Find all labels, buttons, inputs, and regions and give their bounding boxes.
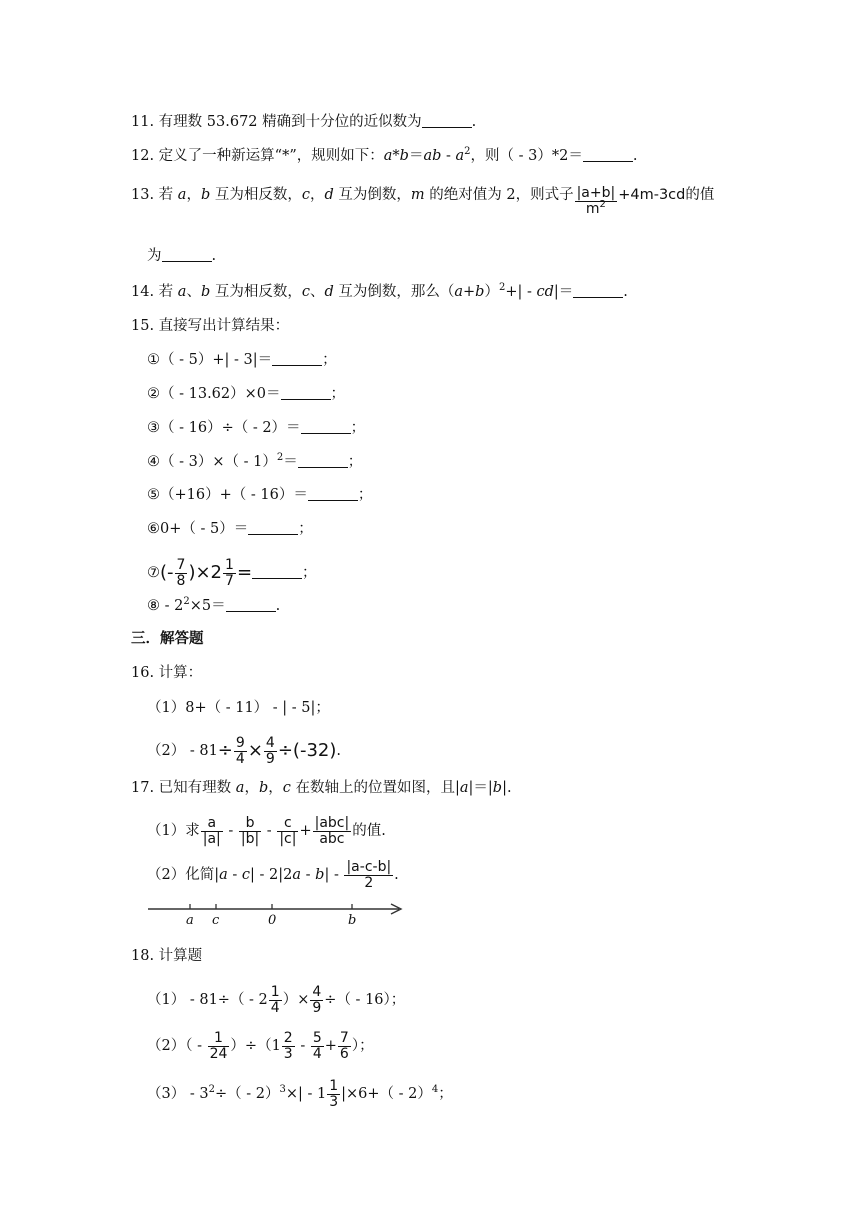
axis-label-c: c xyxy=(212,913,220,927)
question-number: 16. xyxy=(131,665,155,681)
fraction: $\frac{7}{6}$ xyxy=(339,1030,349,1062)
question-14: 14. 若 a、b 互为相反数，c、d 互为倒数，那么$(a+b)^2+| - cd|=$ . xyxy=(131,282,628,300)
q15-item-1: ①（ - 5）+| - 3|＝ ； xyxy=(147,352,337,368)
answer-blank xyxy=(573,283,623,298)
section-heading: 三．解答题 xyxy=(131,631,204,647)
answer-blank xyxy=(226,597,276,612)
fraction: $\frac{|a-c-b|}{2}$ xyxy=(346,859,392,891)
question-number: 15. xyxy=(131,318,155,334)
fraction: $\frac{\text{|abc|}}{\text{abc}}$ xyxy=(314,815,350,847)
answer-blank xyxy=(422,113,472,128)
q16-part-2: （2） - 81÷ $\frac{9}{4}$ × $\frac{4}{9}$ ÷(-32). xyxy=(147,735,341,767)
question-15: 15. 直接写出计算结果： xyxy=(131,318,290,334)
fraction: $\frac{4}{9}$ xyxy=(265,735,275,767)
q15-item-3: ③（ - 16）÷（ - 2）＝ ； xyxy=(147,420,366,436)
axis-label-a: a xyxy=(186,913,194,927)
question-16: 16. 计算： xyxy=(131,665,203,681)
fraction: $\frac{|a+b|}{m^2}$ xyxy=(576,185,616,217)
q18-part-3: $(3) - 3^2\div( - 2)^3\times| - 1$ $\frac{1}{3}$ |×6+（ - 2）$^4$； xyxy=(147,1078,453,1110)
question-number: 11. xyxy=(131,114,155,130)
question-text: 有理数 53.672 精确到十分位的近似数为 xyxy=(158,114,422,130)
q16-part-1: （1）8+（ - 11） - | - 5|； xyxy=(147,700,330,716)
mixed-fraction: $\frac{1}{7}$ xyxy=(225,557,234,589)
q15-item-8: ⑧ - $2^2\times 5=$ . xyxy=(147,596,281,614)
axis-label-zero: 0 xyxy=(268,913,277,927)
q15-item-6: ⑥0+（ - 5）＝ ； xyxy=(147,521,313,537)
question-18: 18. 计算题 xyxy=(131,948,203,964)
fraction: $\frac{b}{|b|}$ xyxy=(240,815,260,847)
answer-blank xyxy=(281,385,331,400)
question-number: 18. xyxy=(131,948,155,964)
mixed-fraction: $\frac{2}{3}$ xyxy=(283,1030,293,1062)
fraction: $\frac{5}{4}$ xyxy=(312,1030,322,1062)
question-13-cont: 为 . xyxy=(147,248,217,264)
fraction: $\frac{7}{8}$ xyxy=(176,557,186,589)
question-number: 17. xyxy=(131,780,155,796)
question-12: 12. 定义了一种新运算“*”，规则如下：$a*b=ab - a^2$，则（ - 3）*2＝ . xyxy=(131,146,638,164)
mixed-fraction: $\frac{1}{4}$ xyxy=(270,984,280,1016)
q15-item-5: ⑤（+16）+（ - 16）＝ ； xyxy=(147,487,373,503)
q18-part-1: （1） - 81÷（ - 2 $\frac{1}{4}$ ）× $\frac{4}{9}$ ÷（ - 16）； xyxy=(147,984,406,1016)
question-17: 17. 已知有理数 a，b，c 在数轴上的位置如图，且|a|＝|b|. xyxy=(131,780,512,796)
fraction: $\frac{a}{|a|}$ xyxy=(202,815,221,847)
q15-item-7: ⑦(- $\frac{7}{8}$ )×2 $\frac{1}{7}$ = ； xyxy=(147,557,317,589)
q18-part-2: （2）（ - $\frac{1}{24}$ ）÷（1 $\frac{2}{3}$ - $\frac{5}{4}$ + $\frac{7}{6}$ ）； xyxy=(147,1030,374,1062)
question-number: 13. xyxy=(131,187,155,203)
q17-part-2: （2）化简|a - c| - 2|2a - b| - $\frac{|a-c-b|}{2}$ . xyxy=(147,859,399,891)
answer-blank xyxy=(252,564,302,579)
answer-blank xyxy=(308,486,358,501)
q15-item-2: ②（ - 13.62）×0＝ ； xyxy=(147,386,346,402)
answer-blank xyxy=(272,351,322,366)
answer-blank xyxy=(298,453,348,468)
answer-blank xyxy=(248,520,298,535)
question-number: 14. xyxy=(131,284,155,300)
answer-blank xyxy=(162,247,212,262)
fraction: $\frac{1}{24}$ xyxy=(209,1030,228,1062)
answer-blank xyxy=(301,419,351,434)
fraction: $\frac{9}{4}$ xyxy=(235,735,245,767)
question-number: 12. xyxy=(131,148,155,164)
q15-item-4: ④（ - 3）×（ - 1）$^2$＝ ； xyxy=(147,452,363,470)
fraction: $\frac{4}{9}$ xyxy=(312,984,322,1016)
mixed-fraction: $\frac{1}{3}$ xyxy=(329,1078,339,1110)
question-11: 11. 有理数 53.672 精确到十分位的近似数为 . xyxy=(131,114,477,130)
number-line xyxy=(145,897,407,927)
answer-blank xyxy=(583,147,633,162)
axis-label-b: b xyxy=(348,913,357,927)
q17-part-1: （1）求 $\frac{a}{|a|}$ - $\frac{b}{|b|}$ - $\frac{c}{|c|}$ + $\frac{\text{|abc|}}{\text{abc}}$ 的值. xyxy=(147,815,386,847)
fraction: $\frac{c}{|c|}$ xyxy=(279,815,297,847)
question-13: 13. 若 a，b 互为相反数，c，d 互为倒数，m 的绝对值为 2，则式子 $\frac{|a+b|}{m^2}$ +4m-3cd的值 xyxy=(131,185,715,217)
